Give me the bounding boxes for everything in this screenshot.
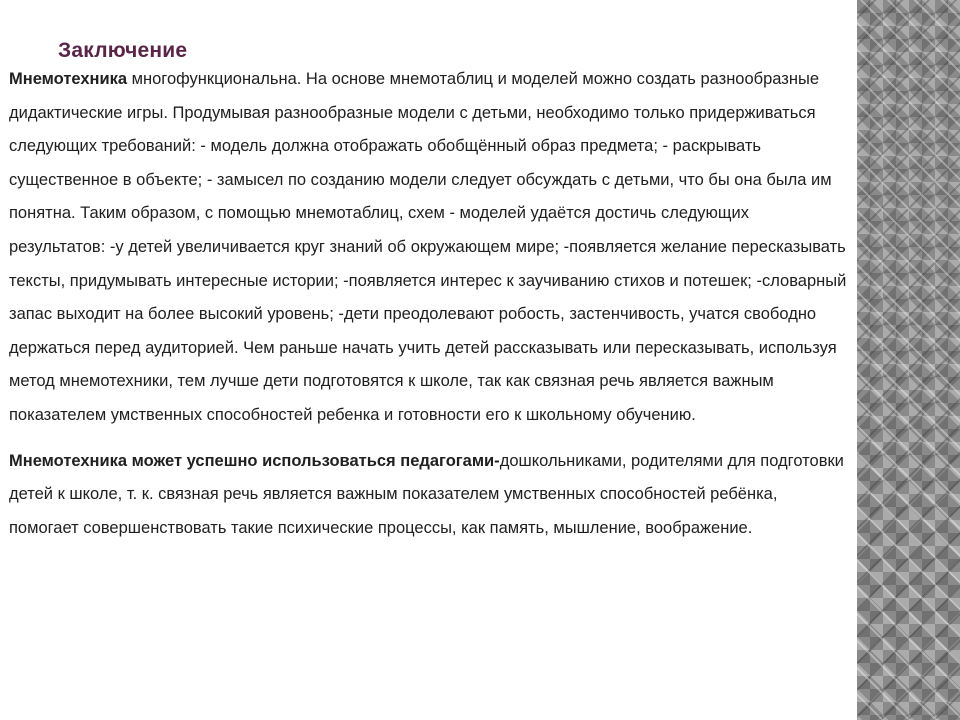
paragraph-1: [9, 63, 847, 433]
paragraph-2: [9, 445, 847, 546]
slide-content: [9, 63, 847, 545]
paragraph-2-lead: Мнемотехника может успешно использоваться педагогами-: [9, 451, 500, 470]
decorative-side-pattern: [857, 0, 960, 720]
slide-title: Заключение: [58, 39, 188, 62]
paragraph-1-lead: Мнемотехника: [9, 70, 128, 88]
paragraph-1-text: многофункциональна. На основе мнемотаблиц и моделей можно создать разнообразные дидактические игры. Продумывая разнообразные модели с детьми, необходимо только придерживаться следующих требований: - модель должна отображать обобщённый образ предмета; - раскрывать существенное в объекте; - замысел по созданию модели следует обсуждать с детьми, что бы она была им понятна. Таким образом, с помощью мнемотаблиц, схем - моделей удаётся достичь следующих результатов: -у детей увеличивается круг знаний об окружающем мире; -появляется желание пересказывать тексты, придумывать интересные истории; -появляется интерес к заучиванию стихов и потешек; -словарный запас выходит на более высокий уровень; -дети преодолевают робость, застенчивость, учатся свободно держаться перед аудиторией. Чем раньше начать учить детей рассказывать или пересказывать, используя метод мнемотехники, тем лучше дети подготовятся к школе, так как связная речь является важным показателем умственных способностей ребенка и готовности его к школьному обучению.: [9, 70, 847, 424]
paragraph-2-text: дошкольниками, родителями для подготовки детей к школе, т. к. связная речь является важным показателем умственных способностей ребёнка, помогает совершенствовать такие психические процессы, как память, мышление, воображение.: [9, 451, 844, 537]
